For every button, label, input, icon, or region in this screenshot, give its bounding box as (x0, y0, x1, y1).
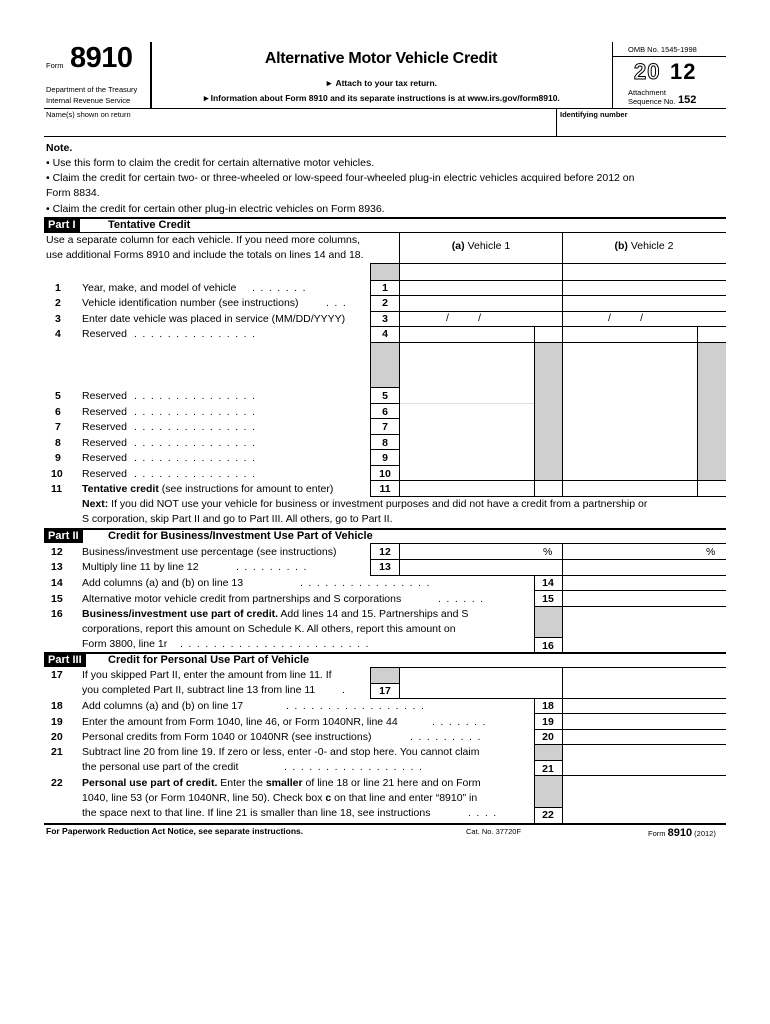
line-box: 5 (382, 390, 388, 402)
leader-dots: . . . . . . . . . . . . . . . (134, 468, 257, 480)
leader-dots: . . . . . . . . . . . . . . . (134, 421, 257, 433)
line-label: Reserved (82, 390, 127, 402)
date-slashes-vehicle-2[interactable]: / / (608, 312, 644, 324)
irs-name: Internal Revenue Service (46, 96, 131, 105)
line-box: 1 (382, 282, 388, 294)
line-22-amount-input[interactable] (563, 808, 726, 822)
line-label: Business/investment use percentage (see instructions) (82, 546, 337, 558)
year-outline: 20 (634, 59, 661, 84)
line-number: 3 (55, 313, 61, 325)
note-title: Note. (46, 142, 73, 154)
line-label-cont: 1040, line 53 (or Form 1040NR, line 50). Check box c on that line and enter “8910” in (82, 792, 478, 804)
line-label: Tentative credit (see instructions for amount to enter) (82, 483, 334, 495)
line-label: Year, make, and model of vehicle (82, 282, 237, 294)
info-note: ►Information about Form 8910 and its separate instructions is at www.irs.gov/form8910. (202, 93, 560, 103)
catalog-number: Cat. No. 37720F (466, 827, 522, 836)
line-label: Reserved (82, 421, 127, 433)
percent-sign: % (706, 546, 716, 558)
line-number: 9 (55, 452, 61, 464)
line-number: 6 (55, 406, 61, 418)
note-bullet-2: • Claim the credit for certain two- or three-wheeled or low-speed four-wheeled plug-in electric vehicles acquired before 2012 on (46, 172, 635, 184)
attachment-label: Attachment (628, 88, 666, 97)
leader-dots: . . . . . . . . . . . . . . . . (300, 577, 431, 589)
leader-dots: . . . . . . . . . . . . . . . (134, 328, 257, 340)
line-number: 10 (51, 468, 63, 480)
line-16-amount-input[interactable] (563, 637, 726, 651)
line-box: 13 (379, 561, 391, 573)
line-number: 2 (55, 297, 61, 309)
leader-dots: . . . . . . . . . (410, 731, 482, 743)
line-12-vehicle-1-input[interactable] (400, 544, 540, 558)
line-label: Add columns (a) and (b) on line 13 (82, 577, 244, 589)
line-box: 9 (382, 452, 388, 464)
line-box: 18 (542, 700, 554, 712)
part-2-title: Credit for Business/Investment Use Part of Vehicle (108, 530, 373, 542)
paperwork-notice: For Paperwork Reduction Act Notice, see separate instructions. (46, 826, 304, 836)
line-label: Business/investment use part of credit. Add lines 14 and 15. Partnerships and S (82, 608, 469, 620)
leader-dots: . . . . . . . . . . . . . . . . . (286, 700, 426, 712)
leader-dots: . . . . . . . . . . . . . . . (134, 437, 257, 449)
line-box: 19 (542, 716, 554, 728)
line-number: 19 (51, 716, 63, 728)
line-18-amount-input[interactable] (563, 699, 726, 713)
line-17-vehicle-1-input[interactable] (400, 683, 562, 697)
line-label: Personal credits from Form 1040 or 1040NR (see instructions) (82, 731, 372, 743)
note-bullet-3: • Claim the credit for certain other plug-in electric vehicles on Form 8936. (46, 203, 385, 215)
column-b-header: (b) Vehicle 2 (614, 240, 674, 252)
line-box: 7 (382, 421, 388, 433)
column-a-header: (a) Vehicle 1 (451, 240, 511, 252)
line-label: If you skipped Part II, enter the amount from line 11. If (82, 669, 332, 681)
leader-dots: . . . (326, 297, 348, 309)
leader-dots: . . . . . . . . . . . . . . . (134, 406, 257, 418)
line-box: 11 (379, 483, 391, 495)
line-21-amount-input[interactable] (563, 761, 726, 775)
line-box: 6 (382, 406, 388, 418)
omb-number: OMB No. 1545-1998 (628, 45, 697, 54)
note-bullet-2-cont: Form 8834. (46, 187, 100, 199)
line-label: Reserved (82, 406, 127, 418)
name-field[interactable] (44, 120, 554, 135)
line-label-cont: corporations, report this amount on Schedule K. All others, report this amount on (82, 623, 456, 635)
percent-sign: % (543, 546, 553, 558)
name-label: Name(s) shown on return (46, 110, 131, 119)
note-bullet-1: • Use this form to claim the credit for certain alternative motor vehicles. (46, 157, 375, 169)
line-number: 13 (51, 561, 63, 573)
line-label-cont: the space next to that line. If line 21 is smaller than line 18, see instructions (82, 807, 431, 819)
line-number: 18 (51, 700, 63, 712)
line-box: 20 (542, 731, 554, 743)
part-1-title: Tentative Credit (108, 219, 191, 231)
line-label-cont: the personal use part of the credit (82, 761, 239, 773)
leader-dots: . (342, 684, 347, 696)
line-1-vehicle-2-input[interactable] (563, 281, 726, 295)
line-box: 21 (542, 763, 554, 775)
footer-form-label: Form 8910 (2012) (648, 827, 716, 839)
line-label: Multiply line 11 by line 12 (82, 561, 199, 573)
leader-dots: . . . . . . . (252, 282, 307, 294)
form-word: Form (46, 61, 64, 70)
line-box: 3 (382, 313, 388, 325)
form-number: 8910 (70, 42, 133, 74)
leader-dots: . . . . . . . (432, 716, 487, 728)
line-1-vehicle-1-input[interactable] (400, 281, 562, 295)
department: Department of the Treasury (46, 85, 138, 94)
sequence-number: 152 (678, 94, 697, 106)
sequence-label: Sequence No. (628, 97, 676, 106)
line-box: 12 (379, 546, 391, 558)
date-slashes-vehicle-1[interactable]: / / (446, 312, 482, 324)
line-19-amount-input[interactable] (563, 714, 726, 728)
part-1-label: Part I (44, 218, 80, 232)
line-number: 8 (55, 437, 61, 449)
line-number: 7 (55, 421, 61, 433)
line-box: 15 (542, 593, 554, 605)
line-label: Reserved (82, 468, 127, 480)
leader-dots: . . . . . . . . . . . . . . . (134, 390, 257, 402)
line-number: 14 (51, 577, 63, 589)
line-label-cont: Form 3800, line 1r (82, 638, 168, 650)
part-3-label: Part III (44, 653, 86, 667)
line-label: Vehicle identification number (see instructions) (82, 297, 299, 309)
line-box: 8 (382, 437, 388, 449)
line-17-vehicle-2-input[interactable] (563, 683, 726, 697)
line-number: 15 (51, 593, 63, 605)
line-label: Alternative motor vehicle credit from partnerships and S corporations (82, 593, 402, 605)
line-number: 4 (55, 328, 61, 340)
leader-dots: . . . . . . . . . (236, 561, 308, 573)
leader-dots: . . . . . . (438, 593, 485, 605)
line-label: Reserved (82, 452, 127, 464)
attach-note: ► Attach to your tax return. (325, 78, 437, 88)
line-box: 2 (382, 297, 388, 309)
leader-dots: . . . . . . . . . . . . . . . . . . . . . . . (180, 638, 370, 650)
leader-dots: . . . . . . . . . . . . . . . . . (284, 761, 424, 773)
line-15-amount-input[interactable] (563, 591, 726, 605)
line-number: 12 (51, 546, 63, 558)
line-box: 22 (542, 809, 554, 821)
line-label: Personal use part of credit. Enter the smaller of line 18 or line 21 here and on Form (82, 777, 481, 789)
line-11-vehicle-2-input[interactable] (563, 481, 697, 495)
line-11-vehicle-1-input[interactable] (400, 481, 534, 495)
next-instruction-cont: S corporation, skip Part II and go to Part III. All others, go to Part II. (82, 513, 393, 525)
line-number: 20 (51, 731, 63, 743)
part-1-intro-1: Use a separate column for each vehicle. If you need more columns, (46, 234, 360, 246)
part-2-label: Part II (44, 529, 83, 543)
line-number: 17 (51, 669, 63, 681)
line-box: 14 (542, 577, 554, 589)
line-box: 4 (382, 328, 388, 340)
identifying-number-field[interactable] (558, 120, 724, 135)
line-number: 11 (51, 483, 63, 495)
part-3-title: Credit for Personal Use Part of Vehicle (108, 654, 310, 666)
line-number: 1 (55, 282, 61, 294)
line-label: Reserved (82, 328, 127, 340)
form-title: Alternative Motor Vehicle Credit (264, 50, 498, 67)
line-14-amount-input[interactable] (563, 576, 726, 590)
leader-dots: . . . . . . . . . . . . . . . (134, 452, 257, 464)
line-label: Enter date vehicle was placed in service (MM/DD/YYYY) (82, 313, 346, 325)
line-box: 16 (542, 640, 554, 652)
line-number: 5 (55, 390, 61, 402)
line-13-vehicle-2-input[interactable] (563, 560, 726, 574)
line-number: 16 (51, 608, 63, 620)
line-number: 22 (51, 777, 63, 789)
line-12-vehicle-2-input[interactable] (563, 544, 703, 558)
next-instruction: Next: If you did NOT use your vehicle for business or investment purposes and did not have a credit from a partnership or (82, 498, 648, 510)
identifying-number-label: Identifying number (560, 110, 628, 119)
line-box: 10 (379, 468, 391, 480)
year-bold: 12 (670, 59, 697, 84)
line-label-cont: you completed Part II, subtract line 13 from line 11 (82, 684, 316, 696)
line-number: 21 (51, 746, 63, 758)
line-2-vehicle-2-input[interactable] (563, 296, 726, 310)
part-1-intro-2: use additional Forms 8910 and include the totals on lines 14 and 18. (46, 249, 364, 261)
line-label: Reserved (82, 437, 127, 449)
line-20-amount-input[interactable] (563, 730, 726, 744)
line-label: Subtract line 20 from line 19. If zero or less, enter -0- and stop here. You cannot claim (82, 746, 480, 758)
line-13-vehicle-1-input[interactable] (400, 560, 562, 574)
line-2-vehicle-1-input[interactable] (400, 296, 562, 310)
line-label: Add columns (a) and (b) on line 17 (82, 700, 244, 712)
line-box: 17 (379, 685, 391, 697)
leader-dots: . . . . (468, 807, 498, 819)
line-label: Enter the amount from Form 1040, line 46, or Form 1040NR, line 44 (82, 716, 398, 728)
